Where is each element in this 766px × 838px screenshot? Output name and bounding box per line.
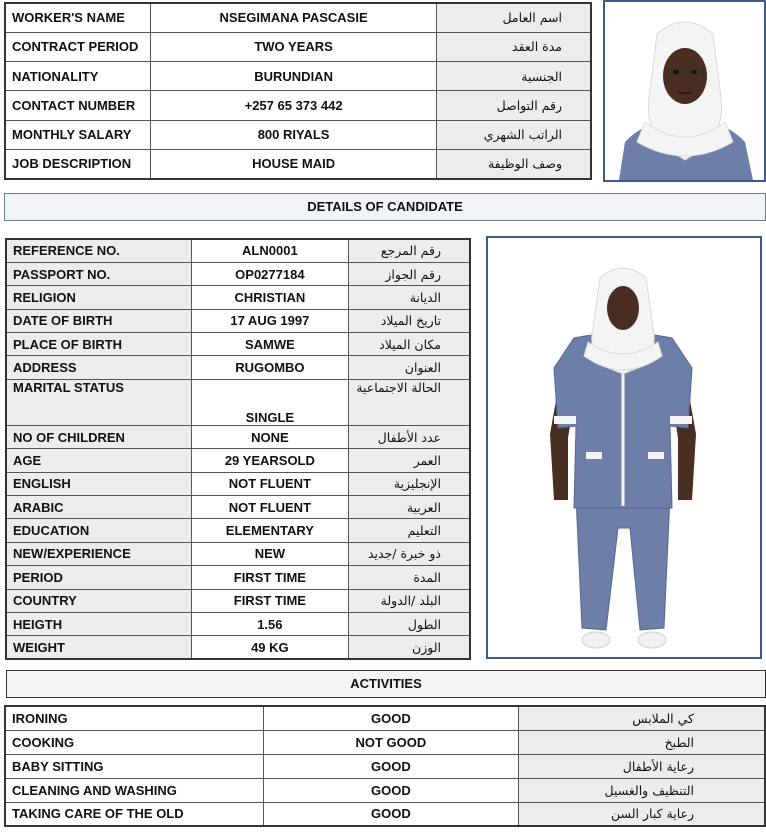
- worker-info-value: +257 65 373 442: [151, 91, 437, 120]
- candidate-detail-value: CHRISTIAN: [191, 286, 348, 309]
- candidate-detail-value: NOT FLUENT: [191, 496, 348, 519]
- candidate-detail-value: RUGOMBO: [191, 356, 348, 379]
- candidate-detail-arabic-label: ذو خبرة /جديد: [348, 542, 470, 565]
- activity-row: [5, 802, 765, 826]
- activity-label: COOKING: [5, 730, 263, 754]
- activity-label: CLEANING AND WASHING: [5, 778, 263, 802]
- candidate-detail-label: NO OF CHILDREN: [6, 425, 191, 448]
- candidate-detail-arabic-label: البلد /الدولة: [348, 589, 470, 612]
- candidate-detail-label: PLACE OF BIRTH: [6, 333, 191, 356]
- worker-info-label: NATIONALITY: [5, 62, 151, 91]
- activity-value: GOOD: [263, 802, 518, 826]
- candidate-detail-label: REFERENCE NO.: [6, 239, 191, 262]
- candidate-detail-label: RELIGION: [6, 286, 191, 309]
- candidate-detail-arabic-label: العربية: [348, 496, 470, 519]
- activity-arabic-label: كي الملابس: [518, 706, 765, 730]
- candidate-detail-row: [6, 542, 470, 565]
- candidate-detail-arabic-label: العمر: [348, 449, 470, 472]
- candidate-detail-label: NEW/EXPERIENCE: [6, 542, 191, 565]
- candidate-detail-value: 29 YEARSOLD: [191, 449, 348, 472]
- candidate-detail-label: PERIOD: [6, 566, 191, 589]
- candidate-detail-row: [6, 379, 470, 425]
- candidate-detail-row: [6, 636, 470, 659]
- worker-info-label: CONTRACT PERIOD: [5, 32, 151, 61]
- candidate-detail-arabic-label: العنوان: [348, 356, 470, 379]
- worker-info-arabic-label: الجنسية: [436, 62, 591, 91]
- worker-info-arabic-label: اسم العامل: [436, 3, 591, 32]
- candidate-detail-row: [6, 589, 470, 612]
- candidate-detail-arabic-label: التعليم: [348, 519, 470, 542]
- candidate-detail-row: [6, 333, 470, 356]
- activity-arabic-label: التنظيف والغسيل: [518, 778, 765, 802]
- worker-info-arabic-label: الراتب الشهري: [436, 120, 591, 149]
- candidate-full-body-photo: [486, 236, 762, 659]
- worker-info-row: [5, 62, 591, 91]
- candidate-detail-arabic-label: الطول: [348, 612, 470, 635]
- candidate-detail-label: ENGLISH: [6, 472, 191, 495]
- worker-info-row: [5, 91, 591, 120]
- activity-row: [5, 730, 765, 754]
- candidate-detail-value: FIRST TIME: [191, 566, 348, 589]
- candidate-detail-value: NONE: [191, 425, 348, 448]
- candidate-detail-row: [6, 449, 470, 472]
- candidate-detail-label: PASSPORT NO.: [6, 262, 191, 285]
- activity-row: [5, 778, 765, 802]
- candidate-detail-arabic-label: تاريخ الميلاد: [348, 309, 470, 332]
- full-body-illustration: [488, 238, 760, 657]
- activity-value: NOT GOOD: [263, 730, 518, 754]
- worker-info-arabic-label: رقم التواصل: [436, 91, 591, 120]
- candidate-detail-row: [6, 239, 470, 262]
- candidate-detail-label: EDUCATION: [6, 519, 191, 542]
- activity-arabic-label: رعاية كبار السن: [518, 802, 765, 826]
- worker-info-row: [5, 3, 591, 32]
- candidate-detail-value: SINGLE: [191, 379, 348, 425]
- candidate-detail-arabic-label: المدة: [348, 566, 470, 589]
- candidate-detail-label: MARITAL STATUS: [6, 379, 191, 425]
- worker-info-value: 800 RIYALS: [151, 120, 437, 149]
- activity-arabic-label: الطبخ: [518, 730, 765, 754]
- candidate-detail-value: NEW: [191, 542, 348, 565]
- activity-value: GOOD: [263, 754, 518, 778]
- activity-row: [5, 754, 765, 778]
- candidate-detail-label: HEIGTH: [6, 612, 191, 635]
- worker-info-value: NSEGIMANA PASCASIE: [151, 3, 437, 32]
- worker-info-value: BURUNDIAN: [151, 62, 437, 91]
- worker-info-value: TWO YEARS: [151, 32, 437, 61]
- worker-info-row: [5, 120, 591, 149]
- details-of-candidate-banner: DETAILS OF CANDIDATE: [4, 193, 766, 221]
- candidate-details-table: [5, 238, 471, 660]
- portrait-illustration: [605, 2, 764, 180]
- activity-label: BABY SITTING: [5, 754, 263, 778]
- candidate-detail-row: [6, 519, 470, 542]
- candidate-detail-label: AGE: [6, 449, 191, 472]
- candidate-detail-row: [6, 472, 470, 495]
- worker-info-arabic-label: وصف الوظيفة: [436, 149, 591, 178]
- activity-value: GOOD: [263, 706, 518, 730]
- worker-info-row: [5, 32, 591, 61]
- worker-info-label: MONTHLY SALARY: [5, 120, 151, 149]
- candidate-detail-arabic-label: عدد الأطفال: [348, 425, 470, 448]
- worker-info-label: WORKER'S NAME: [5, 3, 151, 32]
- candidate-detail-value: 1.56: [191, 612, 348, 635]
- candidate-detail-row: [6, 612, 470, 635]
- candidate-detail-arabic-label: الديانة: [348, 286, 470, 309]
- worker-info-arabic-label: مدة العقد: [436, 32, 591, 61]
- activity-row: [5, 706, 765, 730]
- activities-banner: ACTIVITIES: [6, 670, 766, 698]
- candidate-detail-row: [6, 566, 470, 589]
- candidate-detail-arabic-label: الإنجليزية: [348, 472, 470, 495]
- candidate-detail-arabic-label: رقم المرجع: [348, 239, 470, 262]
- candidate-detail-row: [6, 425, 470, 448]
- candidate-detail-arabic-label: رقم الجواز: [348, 262, 470, 285]
- activity-label: TAKING CARE OF THE OLD: [5, 802, 263, 826]
- candidate-detail-value: FIRST TIME: [191, 589, 348, 612]
- candidate-detail-row: [6, 262, 470, 285]
- worker-info-row: [5, 149, 591, 178]
- candidate-detail-label: COUNTRY: [6, 589, 191, 612]
- activity-label: IRONING: [5, 706, 263, 730]
- candidate-detail-value: 49 KG: [191, 636, 348, 659]
- candidate-detail-arabic-label: الوزن: [348, 636, 470, 659]
- candidate-portrait-photo: [603, 0, 766, 182]
- candidate-detail-row: [6, 309, 470, 332]
- activity-arabic-label: رعاية الأطفال: [518, 754, 765, 778]
- candidate-detail-label: WEIGHT: [6, 636, 191, 659]
- worker-info-value: HOUSE MAID: [151, 149, 437, 178]
- candidate-detail-value: 17 AUG 1997: [191, 309, 348, 332]
- candidate-detail-value: ELEMENTARY: [191, 519, 348, 542]
- candidate-detail-row: [6, 286, 470, 309]
- candidate-detail-row: [6, 496, 470, 519]
- candidate-detail-value: OP0277184: [191, 262, 348, 285]
- candidate-detail-row: [6, 356, 470, 379]
- candidate-detail-value: NOT FLUENT: [191, 472, 348, 495]
- candidate-detail-value: SAMWE: [191, 333, 348, 356]
- worker-info-label: CONTACT NUMBER: [5, 91, 151, 120]
- candidate-detail-label: ADDRESS: [6, 356, 191, 379]
- worker-info-label: JOB DESCRIPTION: [5, 149, 151, 178]
- candidate-detail-arabic-label: مكان الميلاد: [348, 333, 470, 356]
- worker-summary-table: [4, 2, 592, 180]
- candidate-detail-label: ARABIC: [6, 496, 191, 519]
- candidate-detail-value: ALN0001: [191, 239, 348, 262]
- candidate-detail-arabic-label: الحالة الاجتماعية: [348, 379, 470, 425]
- activities-table: [4, 705, 766, 827]
- activity-value: GOOD: [263, 778, 518, 802]
- candidate-detail-label: DATE OF BIRTH: [6, 309, 191, 332]
